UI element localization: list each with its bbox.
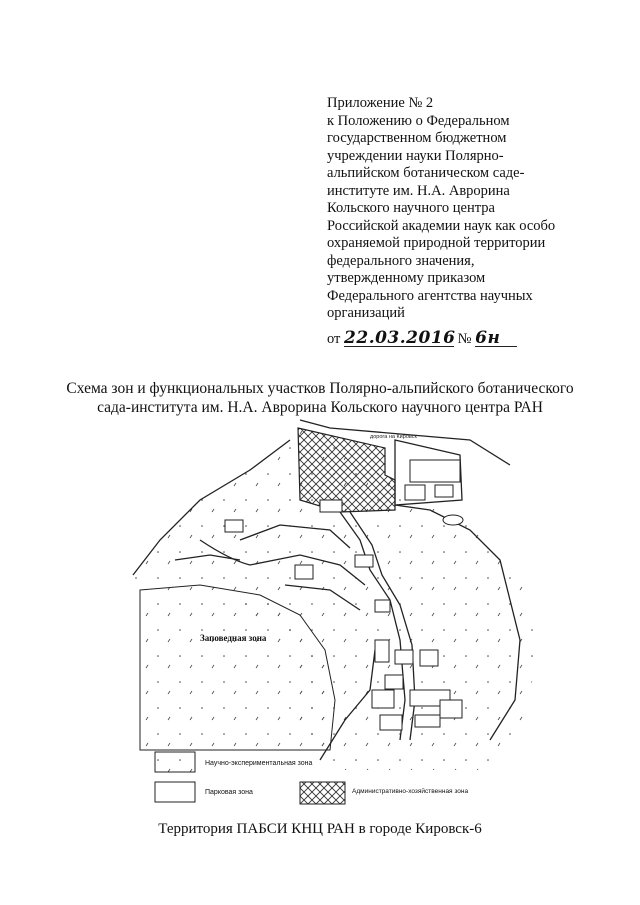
legend-admin-label: Административно-хозяйственная зона — [352, 788, 469, 795]
title-line-1: Схема зон и функциональных участков Полярно-альпийского ботанического — [66, 380, 574, 397]
map-caption: Территория ПАБСИ КНЦ РАН в городе Кировск-6 — [158, 821, 482, 837]
appendix-line: Федерального агентства научных — [327, 287, 533, 304]
order-from-label: от — [327, 331, 341, 347]
legend-park-label: Парковая зона — [205, 789, 253, 796]
legend-swatch-park — [155, 782, 195, 802]
appendix-line: организаций — [327, 305, 405, 321]
legend-swatch-admin — [300, 782, 345, 804]
appendix-line: к Положению о Федеральном — [327, 112, 510, 129]
legend-scientific-label: Научно-экспериментальная зона — [205, 760, 313, 767]
admin-zone-area — [298, 428, 395, 512]
appendix-line: охраняемой природной территории — [327, 235, 546, 251]
appendix-line: федерального значения, — [327, 252, 475, 269]
title-line-2: сада-института им. Н.А. Аврорина Кольского научного центра РАН — [97, 399, 543, 416]
order-date: 22.03.2016 — [344, 328, 456, 348]
road-label: дорога на Кировск — [370, 434, 417, 440]
appendix-line: утвержденному приказом — [327, 270, 486, 286]
order-number: 6н — [475, 330, 517, 347]
appendix-line: Кольского научного центра — [327, 200, 495, 216]
reserve-zone-label: Заповедная зона — [200, 633, 267, 643]
appendix-line: учреждении науки Полярно- — [327, 147, 504, 164]
appendix-line: государственном бюджетном — [327, 130, 507, 146]
appendix-line: институте им. Н.А. Аврорина — [327, 182, 510, 199]
appendix-line: Российской академии наук как особо — [327, 217, 556, 234]
pond-marker — [443, 515, 463, 525]
appendix-line: альпийском ботаническом саде- — [327, 165, 525, 181]
appendix-line: Приложение № 2 — [327, 95, 434, 111]
order-number-label: № — [457, 331, 472, 347]
legend-swatch-scientific — [155, 752, 195, 772]
